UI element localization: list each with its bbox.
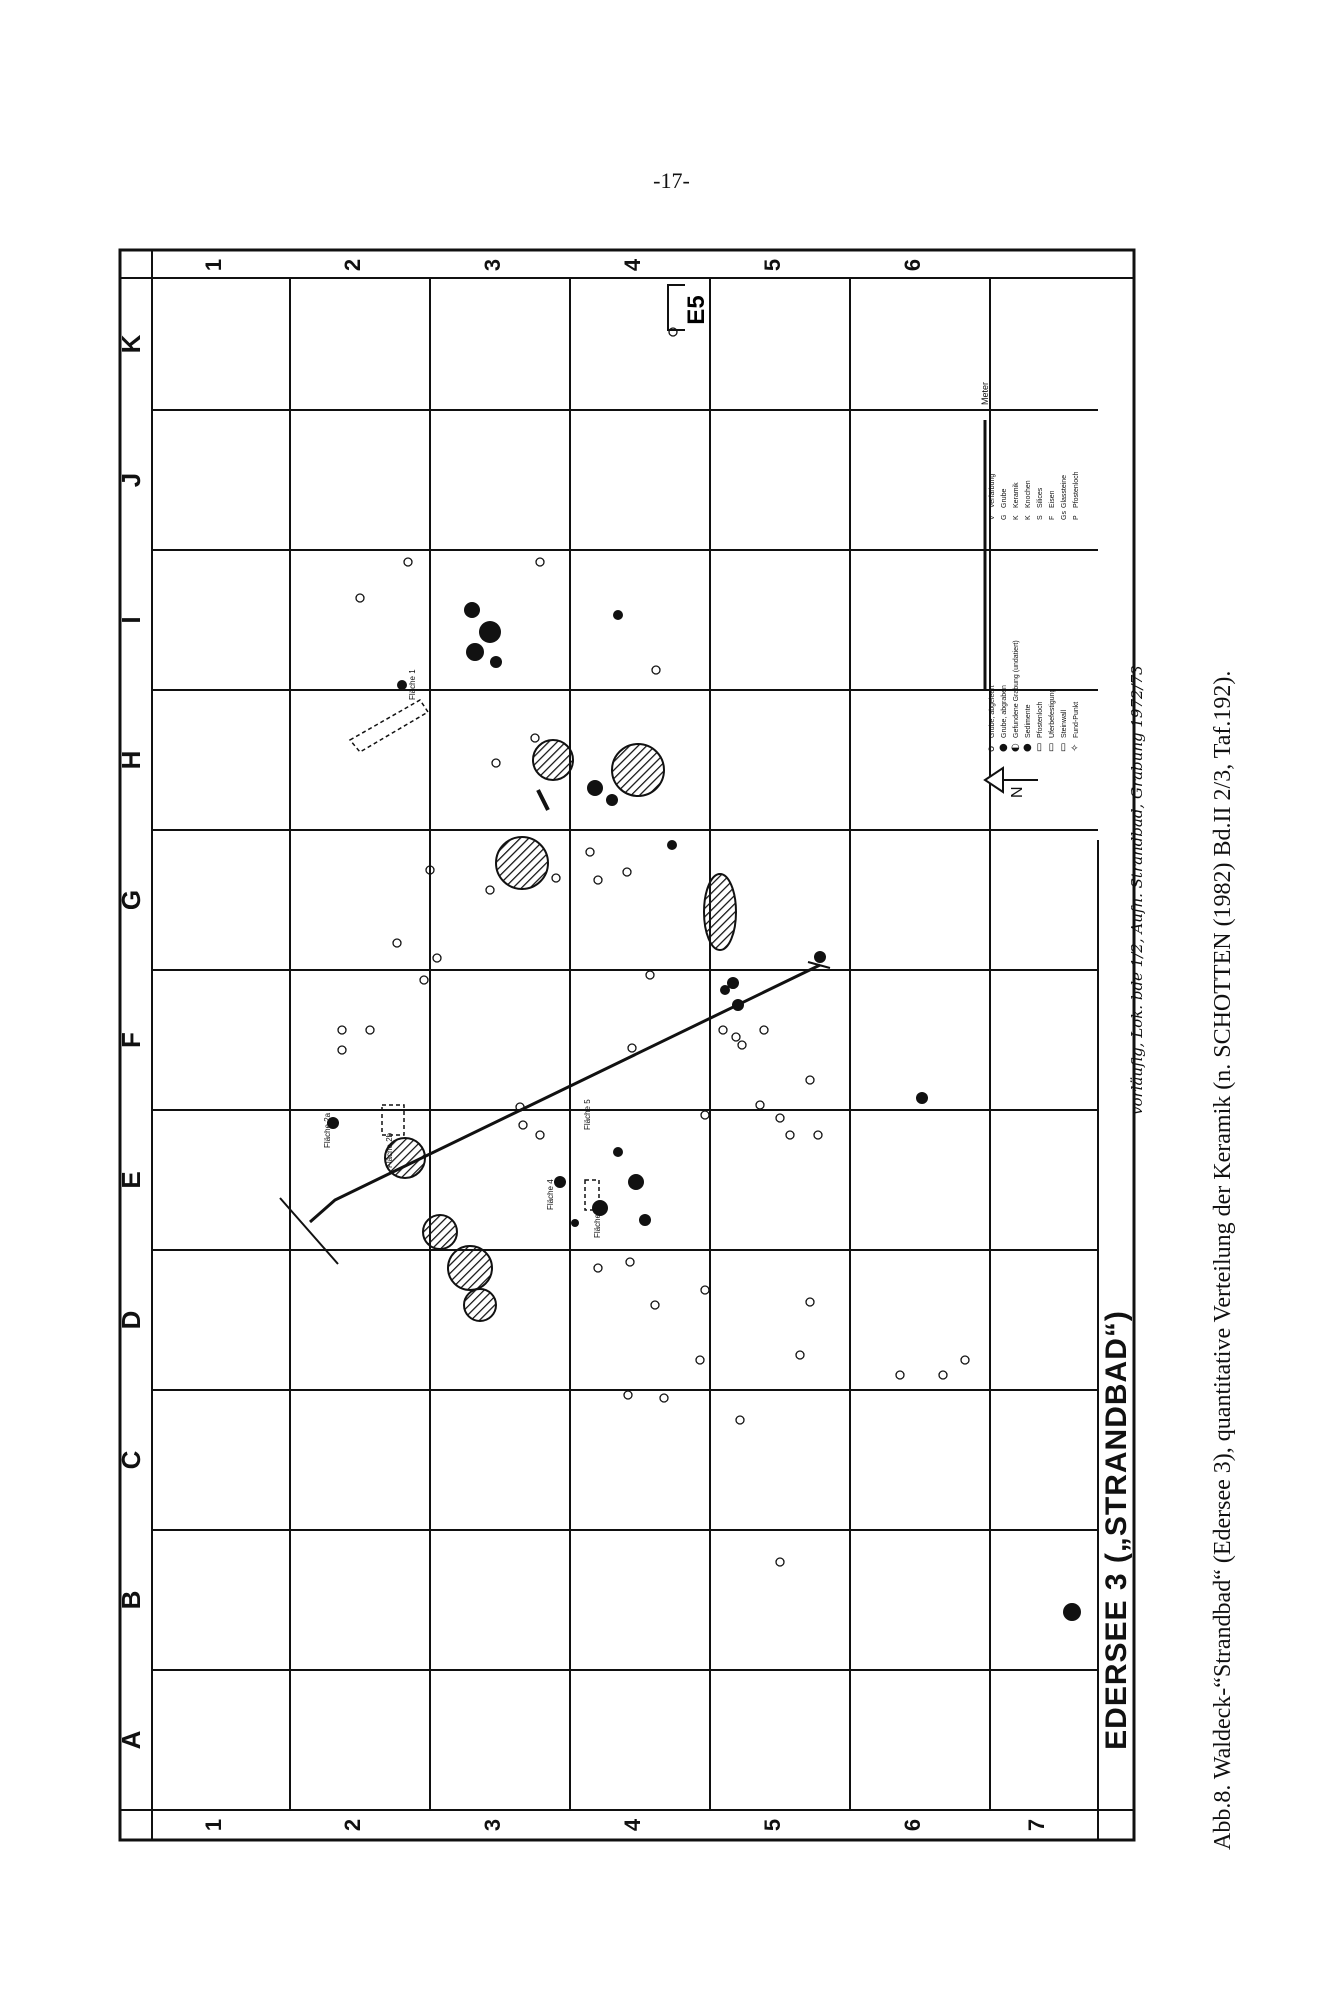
find-spot [660, 1394, 668, 1402]
feature-label: Fläche 2a [323, 1112, 332, 1148]
handwritten-note: vorläufig, Lok. bde 1/2, Aufn. Strandbad, Grabung 1972/73 [1128, 665, 1146, 1115]
row-label: 5 [760, 1818, 785, 1832]
legend-abbr: P [1073, 515, 1080, 520]
hatched-feature [533, 740, 573, 780]
hatched-feature [423, 1215, 457, 1249]
legend-label: Grube, abgeleert [989, 685, 996, 738]
sector-e5-marker [668, 285, 710, 330]
map-title: EDERSEE 3 („STRANDBAD“) [1100, 1310, 1133, 1750]
find-spots [338, 328, 969, 1566]
legend-abbr: G [1001, 514, 1008, 520]
row-label: 2 [340, 1818, 365, 1832]
sector-e5-label: E5 [683, 295, 710, 325]
row-label: 5 [760, 258, 785, 272]
pit-marker [613, 1147, 623, 1157]
find-spot [896, 1371, 904, 1379]
find-spot [701, 1286, 709, 1294]
legend-symbol: ▭ [1046, 742, 1057, 752]
hatched-feature [448, 1246, 492, 1290]
legend-abbr-label: Pfostenloch [1073, 471, 1080, 508]
pit-marker [613, 610, 623, 620]
legend-abbr: K [1013, 515, 1020, 520]
legend-abbr-label: Glassteine [1061, 474, 1068, 508]
find-spot [939, 1371, 947, 1379]
pit-marker [639, 1214, 651, 1226]
legend-abbr: K [1025, 515, 1032, 520]
feature-label: Fläche 2b [385, 1132, 394, 1168]
feature-label: Fläche 4 [546, 1179, 555, 1210]
pit-marker [1063, 1603, 1081, 1621]
find-spot [594, 1264, 602, 1272]
legend-abbr-label: Grube [1001, 488, 1008, 508]
legend-label: Grube, abgraben [1001, 685, 1008, 738]
legend-label: Pfostenloch [1037, 701, 1044, 738]
find-spot [736, 1416, 744, 1424]
dashed-area [350, 700, 428, 752]
find-spot [652, 666, 660, 674]
find-spot [486, 886, 494, 894]
legend-label: Sedimente [1025, 704, 1032, 738]
legend-symbol: o [986, 745, 997, 752]
north-arrow-label: N [1009, 786, 1026, 798]
row-label: 2 [340, 258, 365, 272]
legend-label: Gefundene Grabung (undatiert) [1013, 640, 1020, 738]
column-label: K [116, 334, 146, 354]
find-spot [701, 1111, 709, 1119]
find-spot [420, 976, 428, 984]
row-labels-bottom [201, 1818, 1049, 1831]
legend-abbr: Gs [1061, 511, 1068, 520]
column-label: D [116, 1310, 146, 1330]
find-spot [738, 1041, 746, 1049]
row-label: 1 [201, 258, 226, 272]
find-spot [651, 1301, 659, 1309]
legend-abbr-label: Eisen [1049, 490, 1056, 508]
find-spot [531, 734, 539, 742]
legend-abbr-label: Silices [1037, 487, 1044, 508]
column-label: G [116, 889, 146, 911]
find-spot [624, 1391, 632, 1399]
find-spot [626, 1258, 634, 1266]
find-spot [786, 1131, 794, 1139]
find-spot [814, 1131, 822, 1139]
pit-marker [628, 1174, 644, 1190]
row-label: 6 [900, 258, 925, 272]
pit-marker [916, 1092, 928, 1104]
column-label: F [116, 1032, 146, 1048]
scale-bar [980, 382, 990, 690]
legend-abbr-label: Keramik [1013, 482, 1020, 508]
legend-abbr: V [989, 515, 996, 520]
row-label: 3 [480, 258, 505, 272]
legend-symbol: ✧ [1070, 743, 1081, 752]
find-spot [719, 1026, 727, 1034]
find-spot [628, 1044, 636, 1052]
find-spot [961, 1356, 969, 1364]
figure-caption: Abb.8. Waldeck-“Strandbad“ (Edersee 3), quantitative Verteilung der Keramik (n. SCHOTTEN (1982) Bd.II 2/3, Taf.192). [1210, 670, 1236, 1850]
pit-marker [466, 643, 484, 661]
find-spot [623, 868, 631, 876]
find-spot [776, 1114, 784, 1122]
row-label: 6 [900, 1818, 925, 1832]
pit-marker [479, 621, 501, 643]
legend-abbr-label: Verfärbung [989, 473, 996, 508]
find-spot [492, 759, 500, 767]
column-label: C [116, 1450, 146, 1470]
find-spot [796, 1351, 804, 1359]
legend-abbr: F [1049, 515, 1056, 520]
pit-marker [464, 602, 480, 618]
find-spot [756, 1101, 764, 1109]
find-spot [760, 1026, 768, 1034]
hatched-feature [612, 744, 664, 796]
pit-marker [397, 680, 407, 690]
legend-abbr-label: Knochen [1025, 480, 1032, 508]
linear-feature [538, 790, 548, 810]
find-spot [366, 1026, 374, 1034]
row-labels-top [201, 258, 925, 271]
legend-symbol: ▭ [1058, 742, 1069, 752]
north-arrow [985, 768, 1038, 798]
legend-label: Fund-Punkt [1073, 701, 1080, 738]
hatched-feature [464, 1289, 496, 1321]
column-label: A [116, 1730, 146, 1750]
transect-crossbar [280, 1198, 338, 1264]
column-label: H [116, 750, 146, 770]
find-spot [536, 558, 544, 566]
feature-label: Fläche 6 [593, 1207, 602, 1238]
row-label: 1 [201, 1818, 226, 1832]
feature-label: Fläche 1 [408, 669, 417, 700]
grid [152, 278, 1098, 1810]
row-label: 7 [1024, 1818, 1049, 1832]
map-legend [986, 471, 1081, 752]
legend-symbol: ● [1022, 743, 1033, 752]
legend-label: Steinwall [1061, 709, 1068, 738]
pit-marker [606, 794, 618, 806]
find-spot [338, 1026, 346, 1034]
pit-marker [814, 951, 826, 963]
find-spot [594, 876, 602, 884]
row-label: 3 [480, 1818, 505, 1832]
find-spot [586, 848, 594, 856]
hatched-feature [704, 874, 736, 950]
pit-marker [732, 999, 744, 1011]
find-spot [536, 1131, 544, 1139]
find-spot [696, 1356, 704, 1364]
column-label: I [116, 616, 146, 624]
hatched-feature [496, 837, 548, 889]
legend-label: Uferbefestigung [1049, 688, 1056, 738]
map-frame [120, 250, 1134, 1840]
find-spot [519, 1121, 527, 1129]
pit-marker [587, 780, 603, 796]
pit-marker [571, 1219, 579, 1227]
find-spot [806, 1298, 814, 1306]
column-label: J [116, 472, 146, 488]
pit-marker [554, 1176, 566, 1188]
legend-symbol: ▭ [1034, 742, 1045, 752]
find-spot [806, 1076, 814, 1084]
pit-marker [720, 985, 730, 995]
column-label: B [116, 1590, 146, 1610]
find-spot [356, 594, 364, 602]
pit-marker [667, 840, 677, 850]
find-spot [646, 971, 654, 979]
find-spot [338, 1046, 346, 1054]
find-spot [776, 1558, 784, 1566]
find-spot [433, 954, 441, 962]
pit-marker [729, 981, 737, 989]
find-spot [732, 1033, 740, 1041]
feature-label: Fläche 5 [583, 1099, 592, 1130]
legend-symbol: ● [998, 743, 1009, 752]
column-label: E [116, 1171, 146, 1189]
row-label: 4 [620, 258, 645, 272]
row-label: 4 [620, 1818, 645, 1832]
find-spot [393, 939, 401, 947]
find-spot [404, 558, 412, 566]
scale-bar-label: Meter [980, 381, 990, 405]
page-number: -17- [653, 168, 690, 193]
legend-symbol: ◐ [1010, 743, 1021, 752]
pit-marker [490, 656, 502, 668]
legend-abbr: S [1037, 515, 1044, 520]
find-spot [552, 874, 560, 882]
